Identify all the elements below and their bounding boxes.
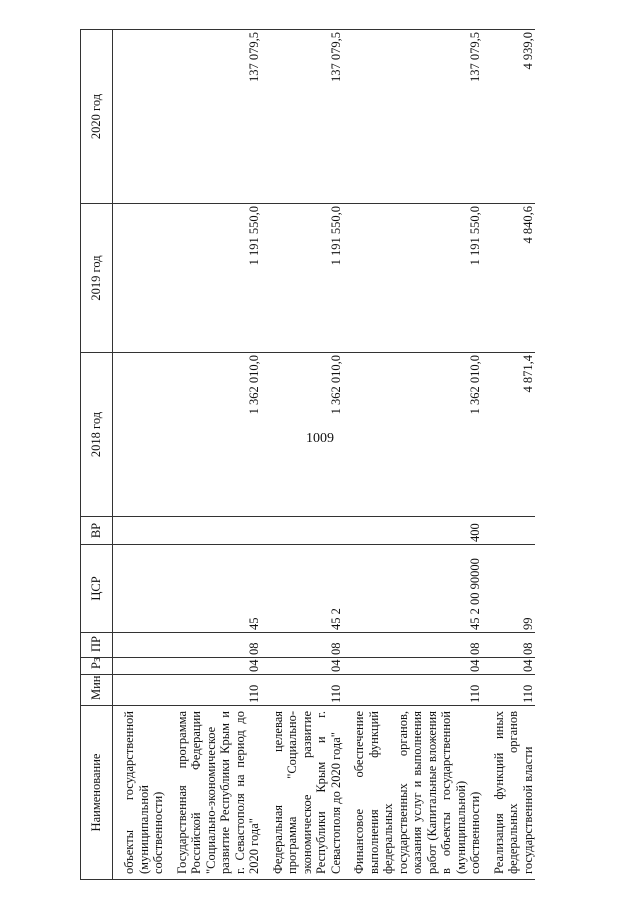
table-row xyxy=(166,30,262,880)
row-2020: 4 939,0 xyxy=(483,30,536,204)
row-rz: 04 xyxy=(262,658,344,675)
row-vr xyxy=(262,517,344,545)
row-2019: 1 191 550,0 xyxy=(166,204,262,353)
row-min: 110 xyxy=(483,675,536,706)
header-2020: 2020 год xyxy=(81,30,113,204)
row-2020 xyxy=(113,30,166,204)
row-2018 xyxy=(113,353,166,517)
row-2019: 1 191 550,0 xyxy=(262,204,344,353)
row-2020: 137 079,5 xyxy=(262,30,344,204)
table-row xyxy=(343,30,483,880)
row-vr xyxy=(483,517,536,545)
row-2019: 1 191 550,0 xyxy=(343,204,483,353)
page-number: 1009 xyxy=(306,431,334,446)
header-pr: ПР xyxy=(81,633,113,658)
row-csr: 45 2 xyxy=(262,545,344,633)
header-rz: Рз xyxy=(81,658,113,675)
row-csr: 45 xyxy=(166,545,262,633)
row-rz: 04 xyxy=(166,658,262,675)
row-pr: 08 xyxy=(262,633,344,658)
row-2018: 4 871,4 xyxy=(483,353,536,517)
row-2018: 1 362 010,0 xyxy=(166,353,262,517)
header-name: Наименование xyxy=(81,706,113,880)
budget-table xyxy=(80,29,535,880)
row-2018: 1 362 010,0 xyxy=(262,353,344,517)
row-csr: 99 xyxy=(483,545,536,633)
row-2019: 4 840,6 xyxy=(483,204,536,353)
budget-table-rotated xyxy=(80,30,640,880)
row-rz: 04 xyxy=(483,658,536,675)
header-min: Мин xyxy=(81,675,113,706)
table-header-row xyxy=(81,30,113,880)
row-csr: 45 2 00 90000 xyxy=(343,545,483,633)
row-rz xyxy=(113,658,166,675)
row-vr: 400 xyxy=(343,517,483,545)
row-pr: 08 xyxy=(166,633,262,658)
row-2020: 137 079,5 xyxy=(343,30,483,204)
row-name: Реализация функций иных федеральных органов государственной власти xyxy=(483,706,536,880)
row-min: 110 xyxy=(166,675,262,706)
row-pr xyxy=(113,633,166,658)
row-name: Федеральная целевая программа "Социально-экономическое развитие Республики Крым и г. Севастополя до 2020 года" xyxy=(262,706,344,880)
row-rz: 04 xyxy=(343,658,483,675)
row-2018: 1 362 010,0 xyxy=(343,353,483,517)
row-2019 xyxy=(113,204,166,353)
row-min: 110 xyxy=(262,675,344,706)
row-pr: 08 xyxy=(343,633,483,658)
header-2018: 2018 год xyxy=(81,353,113,517)
row-vr xyxy=(113,517,166,545)
row-min xyxy=(113,675,166,706)
row-min: 110 xyxy=(343,675,483,706)
row-pr: 08 xyxy=(483,633,536,658)
header-vr: ВР xyxy=(81,517,113,545)
table-row xyxy=(113,30,166,880)
row-name: Государственная программа Российской Федерации "Социально-экономическое развитие Республики Крым и г. Севастополя на период до 2020 года" xyxy=(166,706,262,880)
row-name: объекты государственной (муниципальной собственности) xyxy=(113,706,166,880)
row-vr xyxy=(166,517,262,545)
row-csr xyxy=(113,545,166,633)
header-csr: ЦСР xyxy=(81,545,113,633)
table-row xyxy=(483,30,536,880)
row-2020: 137 079,5 xyxy=(166,30,262,204)
header-2019: 2019 год xyxy=(81,204,113,353)
row-name: Финансовое обеспечение выполнения функций федеральных государственных органов, оказания услуг и выполнения работ (Капитальные вложения в объекты государственной (муниципальной) собственности) xyxy=(343,706,483,880)
table-row xyxy=(262,30,344,880)
